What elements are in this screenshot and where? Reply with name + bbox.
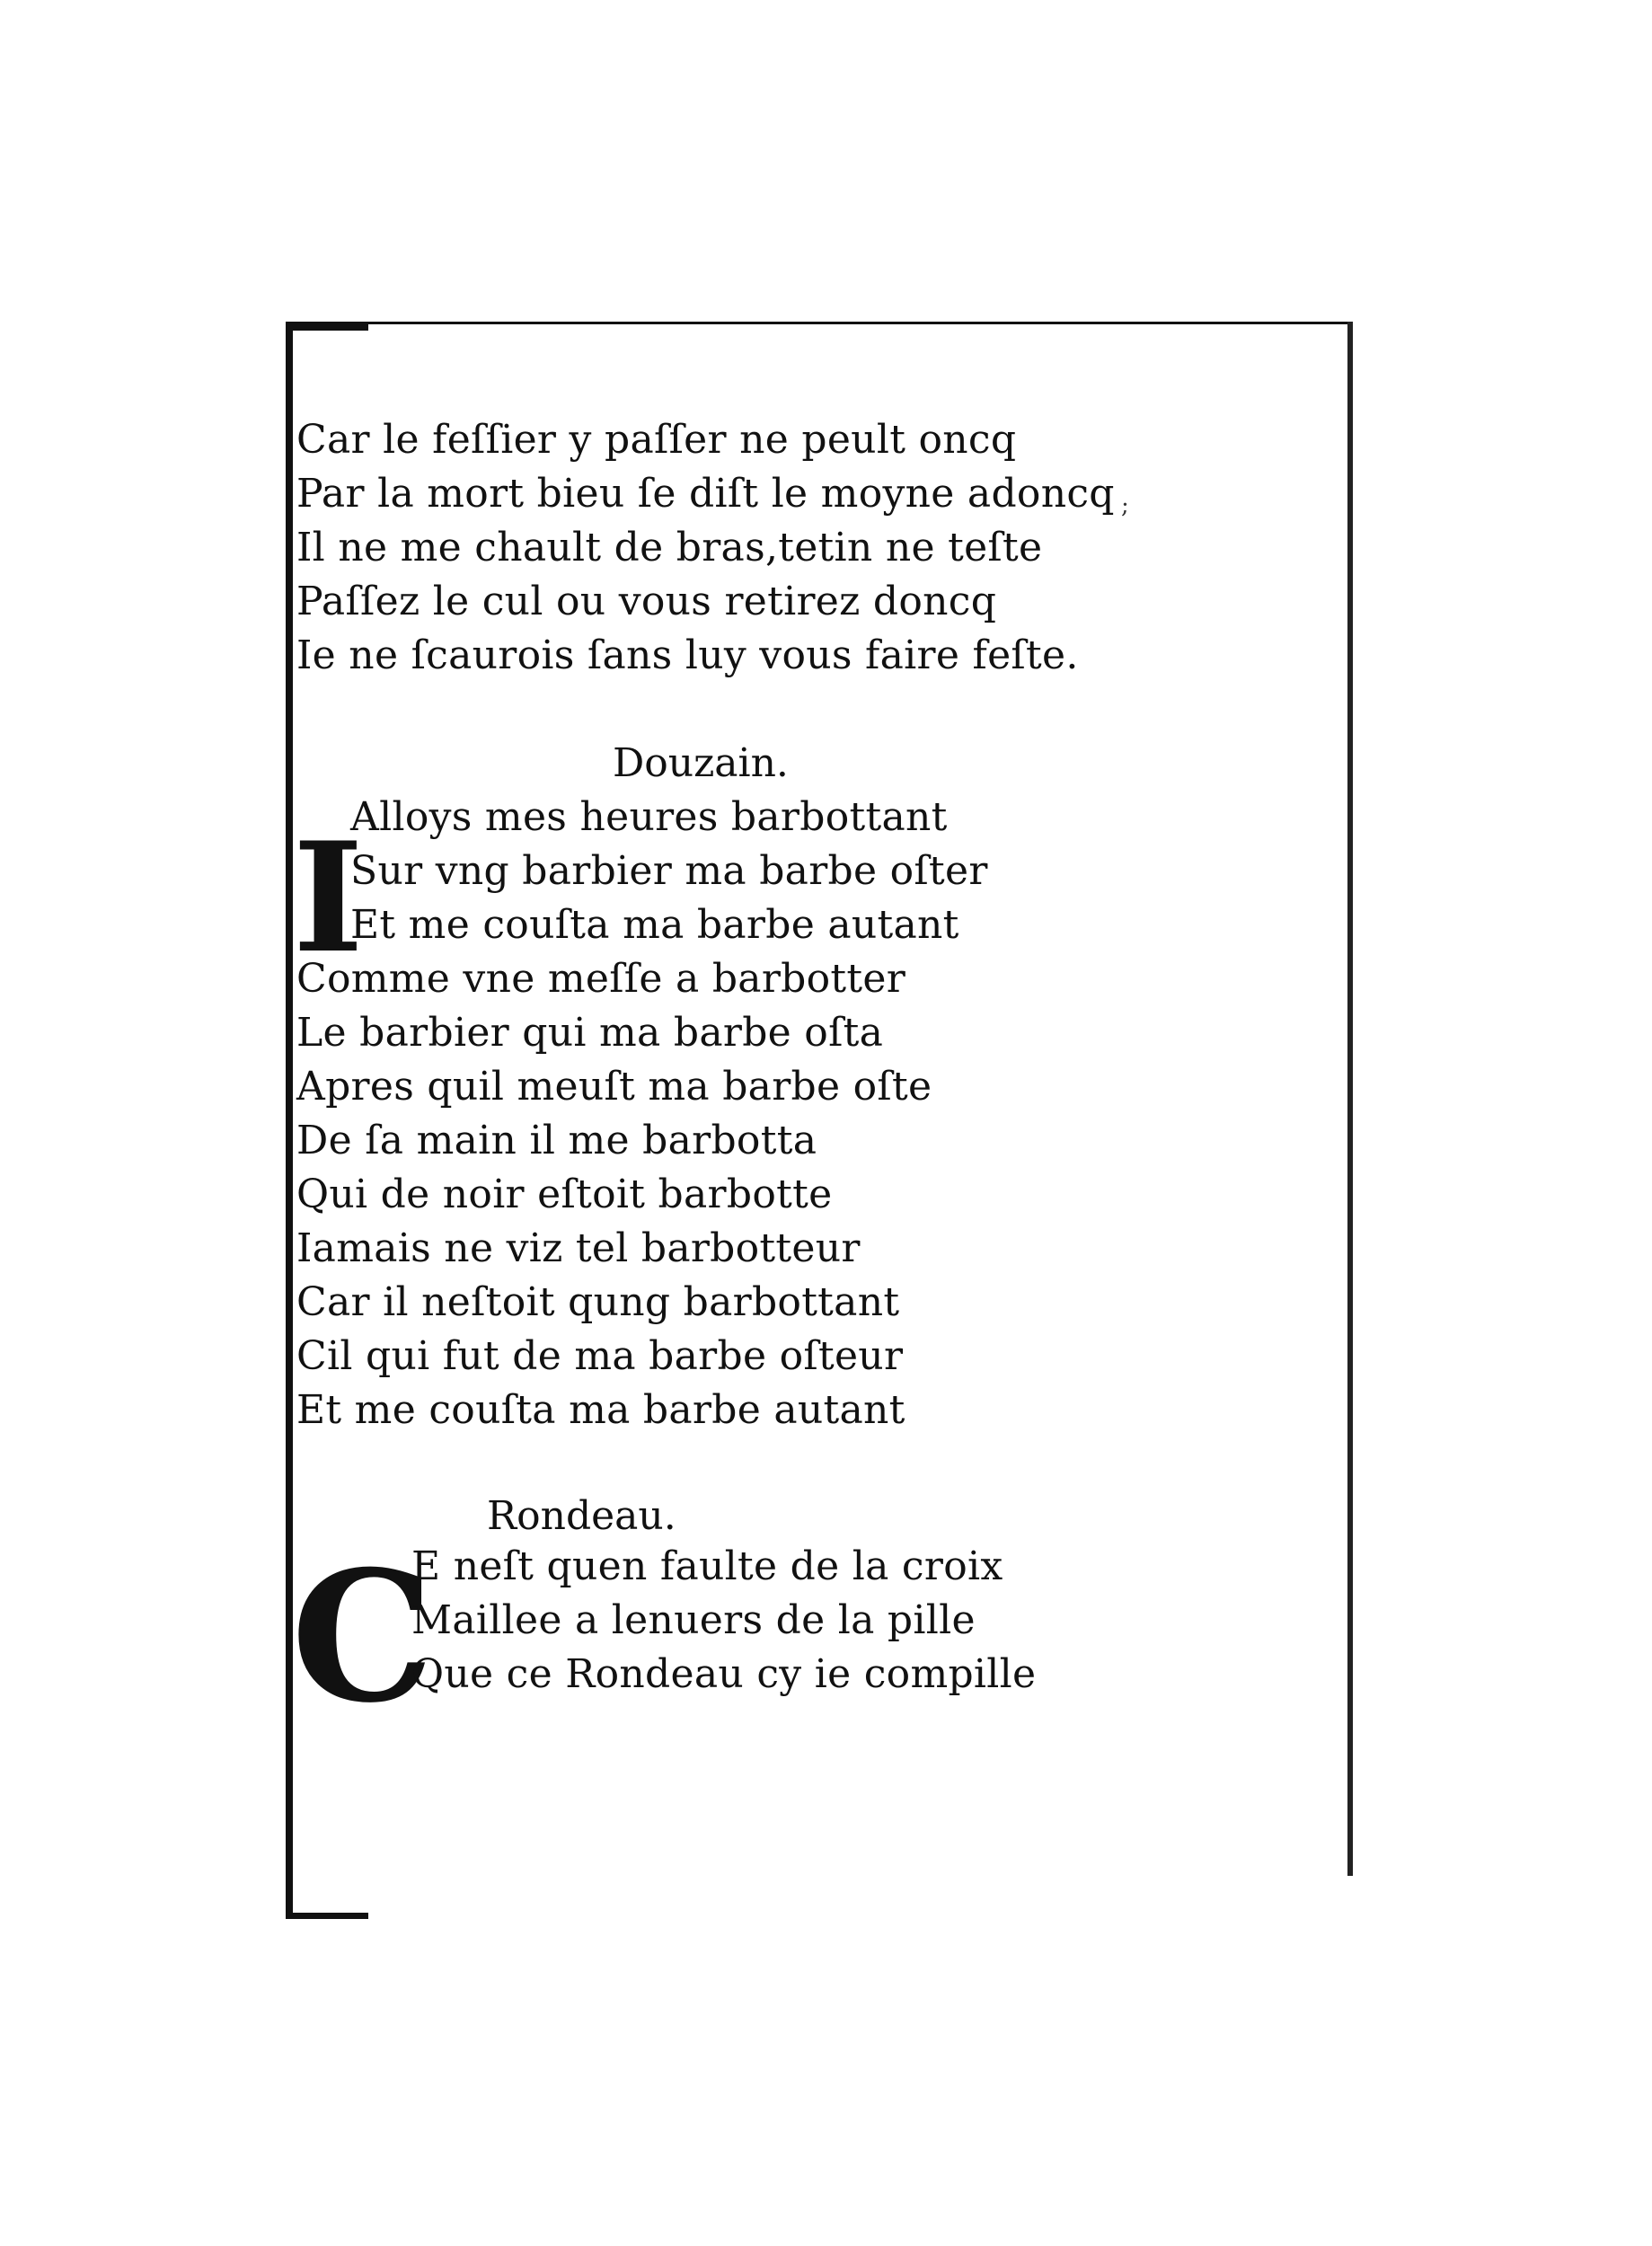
verse-line: Sur vng barbier ma barbe oſter xyxy=(350,848,988,894)
douzain-stanza xyxy=(296,791,988,1437)
verse-line: Que ce Rondeau cy ie compille xyxy=(411,1651,1037,1697)
rondeau-heading: Rondeau. xyxy=(487,1493,676,1539)
verse-line: Par la mort bieu ſe diſt le moyne adoncq xyxy=(296,471,1115,517)
verse-line: Il ne me chault de bras,tetin ne teſte xyxy=(296,525,1043,570)
verse-line: Et me couſta ma barbe autant xyxy=(296,1387,906,1433)
verse-line: Comme vne meſſe a barbotter xyxy=(296,956,906,1002)
verse-line: Paſſez le cul ou vous retirez doncq xyxy=(296,579,997,624)
verse-line: Iamais ne viz tel barbotteur xyxy=(296,1225,861,1271)
verse-line: Cil qui fut de ma barbe oſteur xyxy=(296,1333,904,1379)
margin-mark: ; xyxy=(1121,492,1129,519)
frame-bottom-corner xyxy=(286,1913,368,1919)
verse-line: Et me couſta ma barbe autant xyxy=(350,902,959,948)
verse-line: Maillee a lenuers de la pille xyxy=(411,1597,976,1643)
verse-line: Ie ne ſcaurois ſans luy vous faire feſte. xyxy=(296,632,1079,678)
rondeau-dropcap: C xyxy=(291,1532,435,1743)
frame-top-rule xyxy=(286,322,1353,324)
verse-line: Car il neſtoit qung barbottant xyxy=(296,1279,900,1325)
frame-right-rule xyxy=(1347,322,1353,1876)
douzain-heading: Douzain. xyxy=(613,740,789,786)
verse-line: Apres quil meuſt ma barbe oſte xyxy=(296,1064,932,1110)
douzain-dropcap: I xyxy=(293,809,364,986)
rondeau-stanza xyxy=(296,1540,1036,1702)
stanza-1 xyxy=(296,413,1115,683)
verse-line: Car le feſſier y paſſer ne peult oncq xyxy=(296,417,1017,463)
verse-line: E neſt quen faulte de la croix xyxy=(411,1543,1003,1589)
verse-line: De ſa main il me barbotta xyxy=(296,1118,817,1163)
verse-line: Qui de noir eſtoit barbotte xyxy=(296,1172,833,1217)
verse-line: Le barbier qui ma barbe oſta xyxy=(296,1010,884,1056)
frame-top-corner xyxy=(286,322,368,331)
verse-line: Alloys mes heures barbottant xyxy=(350,794,948,840)
